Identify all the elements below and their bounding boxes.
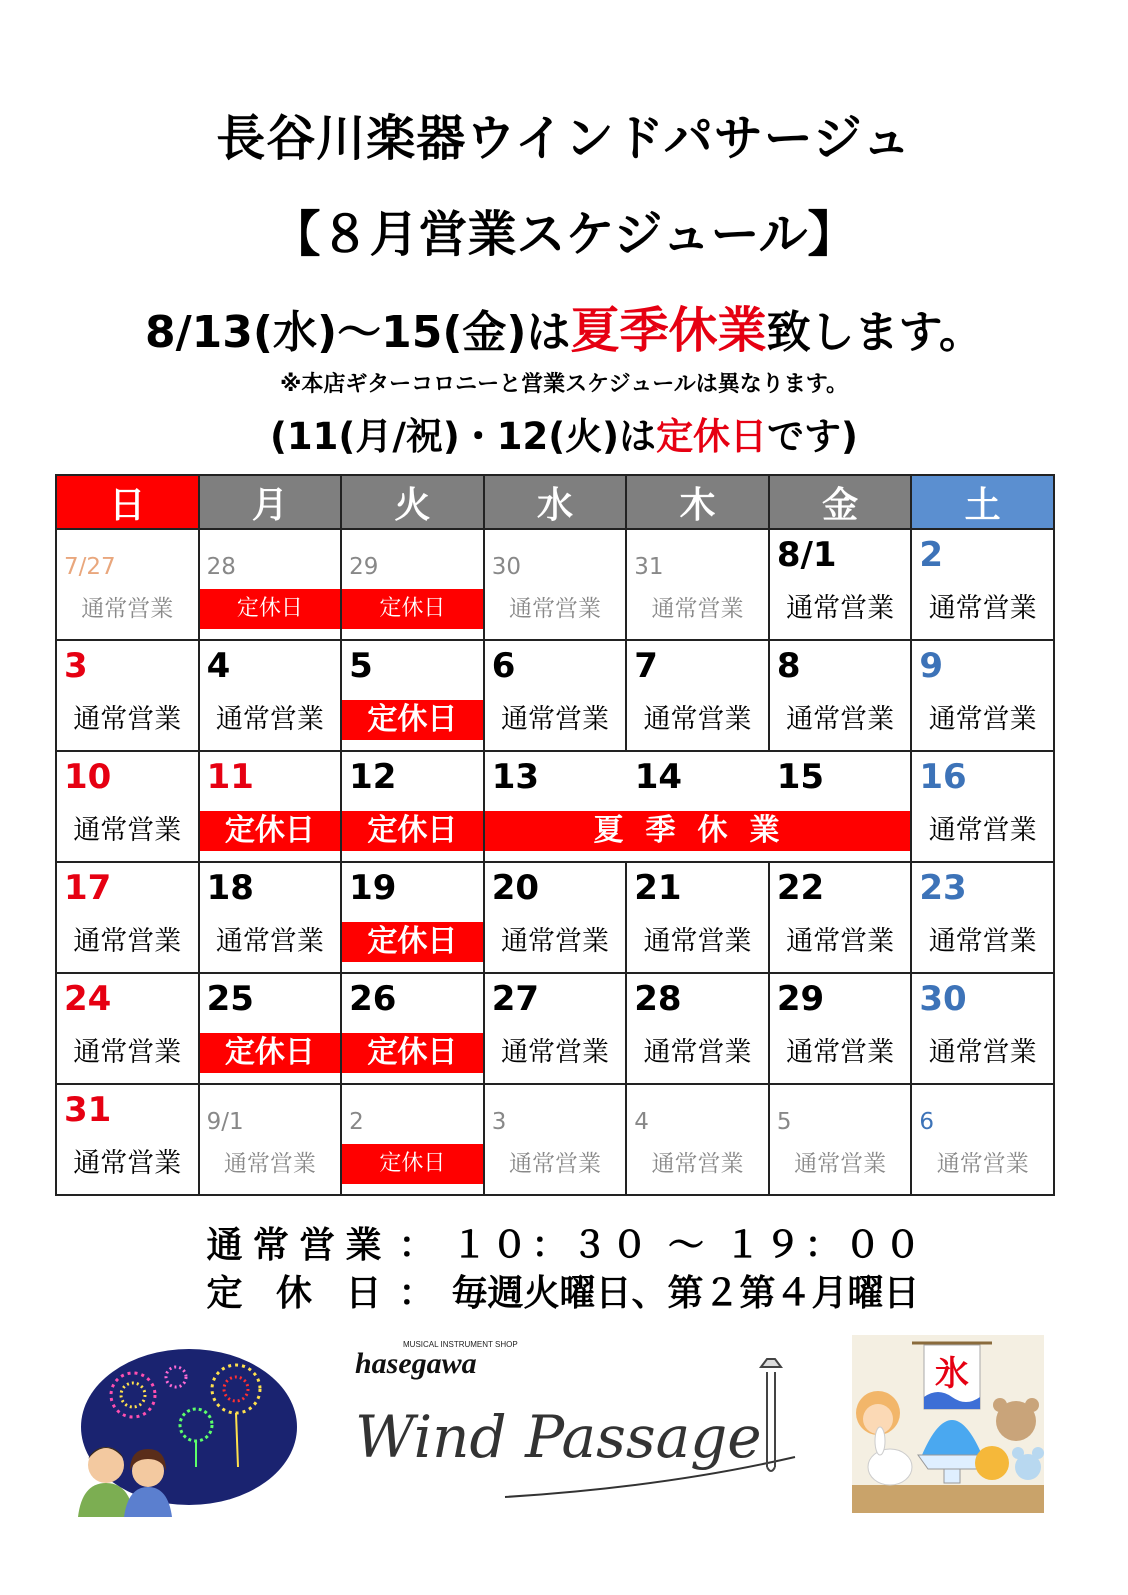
day-cell: [341, 751, 484, 862]
cat-character-icon: [975, 1446, 1009, 1480]
schedule-title: 【８月営業スケジュール】: [271, 206, 857, 263]
calendar: [55, 474, 1055, 1196]
logo-brand-text: hasegawa: [355, 1347, 477, 1380]
day-cell: [199, 529, 342, 640]
day-status: 通常営業: [928, 815, 1037, 846]
day-number: 26: [349, 979, 397, 1019]
day-number: 31: [634, 554, 664, 580]
day-number: 28: [206, 554, 236, 580]
day-status: 通常営業: [223, 1151, 316, 1177]
day-cell: [911, 529, 1054, 640]
day-cell: [626, 973, 769, 1084]
closed-days-row: [0, 1270, 1128, 1318]
day-status-closed: 定休日: [200, 1033, 341, 1073]
summer-notice-suffix: 致します。: [766, 307, 984, 358]
business-hours: [0, 1222, 1128, 1318]
day-number: 25: [206, 979, 254, 1019]
day-number: 14: [634, 757, 683, 797]
day-cell: [199, 751, 342, 862]
day-status: 通常営業: [73, 815, 182, 846]
day-cell: [199, 862, 342, 973]
day-number: 13: [491, 757, 540, 797]
day-cell: [484, 529, 627, 640]
weekday-thu: 木: [626, 475, 769, 529]
fireworks-illustration: [78, 1347, 300, 1517]
day-status: 通常営業: [928, 704, 1037, 735]
day-number: 17: [64, 868, 112, 908]
day-cell: [341, 862, 484, 973]
day-cell: [56, 862, 199, 973]
day-number: 4: [206, 646, 231, 686]
day-number: 24: [64, 979, 112, 1019]
summer-notice-prefix: 8/13(水)～15(金)は: [144, 307, 571, 358]
open-hours-row: [0, 1222, 1128, 1270]
weekday-sat: 土: [911, 475, 1054, 529]
day-number: 5: [349, 646, 373, 686]
day-status-closed: 定休日: [342, 1144, 483, 1184]
day-number: 29: [776, 979, 825, 1019]
day-status: 通常営業: [500, 1037, 609, 1068]
day-number: 27: [491, 979, 540, 1019]
day-status: 通常営業: [786, 704, 895, 735]
day-number: 4: [634, 1109, 649, 1135]
day-number: 30: [491, 554, 521, 580]
day-number: 9/1: [206, 1109, 244, 1135]
day-cell: [484, 973, 627, 1084]
day-cell: [626, 529, 769, 640]
schedule-note: ※本店ギターコロニーと営業スケジュールは異なります。: [279, 372, 849, 397]
day-status: 通常営業: [643, 1037, 752, 1068]
day-number: 30: [919, 979, 967, 1019]
day-cell: [199, 973, 342, 1084]
day-cell: [769, 862, 912, 973]
logo-script-text: Wind Passage: [355, 1403, 762, 1471]
day-number: 5: [776, 1109, 792, 1135]
summer-notice-highlight: 夏季休業: [570, 302, 767, 359]
day-cell: [484, 640, 627, 751]
week-row: [56, 640, 1054, 751]
day-cell: [484, 1084, 627, 1195]
day-number: 8/1: [776, 535, 837, 575]
day-status: 通常営業: [73, 926, 182, 957]
weekday-tue: 火: [341, 475, 484, 529]
day-cell: [911, 973, 1054, 1084]
closed-days-value: 毎週火曜日、第２第４月曜日: [451, 1273, 920, 1314]
week-row: [56, 862, 1054, 973]
day-status: 通常営業: [508, 596, 601, 622]
day-cell: [484, 862, 627, 973]
day-status: 通常営業: [786, 593, 895, 624]
day-cell: [341, 973, 484, 1084]
week-row: [56, 973, 1054, 1084]
day-number: 6: [491, 646, 516, 686]
weekday-sun: 日: [56, 475, 199, 529]
day-status: 通常営業: [794, 1151, 887, 1177]
day-status: 通常営業: [928, 1037, 1037, 1068]
day-number: 7/27: [64, 554, 116, 580]
day-number: 15: [776, 757, 825, 797]
day-status-closed: 定休日: [342, 811, 483, 851]
day-status: 通常営業: [215, 704, 324, 735]
day-status: 通常営業: [500, 704, 609, 735]
day-number: 29: [349, 554, 379, 580]
holiday-note: [0, 406, 1128, 460]
logo-small-text: MUSICAL INSTRUMENT SHOP: [403, 1340, 518, 1349]
closed-days-label: 定休日: [206, 1273, 382, 1314]
day-status-closed: 定休日: [342, 700, 483, 740]
day-status-closed: 定休日: [342, 922, 483, 962]
day-status: 通常営業: [651, 596, 744, 622]
day-status: 通常営業: [928, 593, 1037, 624]
day-status-closed: 定休日: [342, 589, 483, 629]
day-cell: [626, 640, 769, 751]
day-number: 18: [206, 868, 254, 908]
day-cell: [911, 862, 1054, 973]
day-cell: [56, 751, 199, 862]
shaved-ice-illustration: [852, 1335, 1044, 1513]
shop-title: 長谷川楽器ウインドパサージュ: [216, 110, 912, 167]
day-status: 通常営業: [508, 1151, 601, 1177]
day-cell: [56, 640, 199, 751]
day-number: 9: [919, 646, 944, 686]
day-status: 通常営業: [73, 704, 182, 735]
day-number: 20: [491, 868, 540, 908]
day-number: 12: [349, 757, 397, 797]
day-number: 22: [776, 868, 825, 908]
day-cell: [341, 640, 484, 751]
day-status: 通常営業: [786, 1037, 895, 1068]
day-status: 通常営業: [936, 1151, 1029, 1177]
day-cell: [769, 1084, 912, 1195]
day-status-closed: 定休日: [200, 589, 341, 629]
day-number: 10: [64, 757, 112, 797]
day-cell: [769, 640, 912, 751]
day-number: 6: [919, 1109, 935, 1135]
day-status: 通常営業: [651, 1151, 744, 1177]
day-status-closed: 定休日: [342, 1033, 483, 1073]
day-cell: [911, 1084, 1054, 1195]
day-number: 28: [634, 979, 682, 1019]
day-status: 通常営業: [81, 596, 174, 622]
weekday-wed: 水: [484, 475, 627, 529]
day-status: 通常営業: [73, 1037, 182, 1068]
day-number: 3: [491, 1109, 507, 1135]
weekday-header-row: [56, 475, 1054, 529]
day-cell: [769, 973, 912, 1084]
colon: ：: [398, 1225, 435, 1266]
day-number: 2: [919, 535, 944, 575]
day-number: 19: [349, 868, 397, 908]
day-status-summer: 夏季休業: [485, 811, 911, 851]
day-status: 通常営業: [643, 704, 752, 735]
day-number: 3: [64, 646, 88, 686]
day-cell: [626, 1084, 769, 1195]
day-status: 通常営業: [73, 1148, 182, 1179]
day-cell: [341, 1084, 484, 1195]
holiday-note-suffix: です): [767, 415, 858, 458]
ice-flag-icon: [912, 1343, 992, 1409]
wind-passage-logo: [355, 1337, 815, 1517]
trombone-icon: [761, 1359, 781, 1471]
weekday-fri: 金: [769, 475, 912, 529]
day-cell: [56, 1084, 199, 1195]
day-status-closed: 定休日: [200, 811, 341, 851]
weekday-mon: 月: [199, 475, 342, 529]
day-cell: [199, 640, 342, 751]
holiday-note-highlight: 定休日: [656, 415, 768, 458]
day-number: 2: [349, 1109, 364, 1135]
day-number: 8: [776, 646, 801, 686]
open-hours-value: １０：３０ ～ １９：００: [451, 1225, 925, 1266]
day-cell: [911, 640, 1054, 751]
week-row: [56, 1084, 1054, 1195]
day-number: 16: [919, 757, 967, 797]
day-cell: [56, 973, 199, 1084]
day-cell: [199, 1084, 342, 1195]
summer-notice: [0, 292, 1128, 362]
day-cell: [769, 529, 912, 640]
day-cell: [911, 751, 1054, 862]
colon: ：: [398, 1273, 435, 1314]
day-status: 通常営業: [643, 926, 752, 957]
week-row: [56, 751, 1054, 862]
holiday-note-prefix: (11(月/祝)・12(火)は: [270, 415, 657, 458]
day-cell: [626, 862, 769, 973]
ice-flag-text: 氷: [935, 1354, 969, 1394]
day-cell: [341, 529, 484, 640]
day-status: 通常営業: [215, 926, 324, 957]
day-status: 通常営業: [500, 926, 609, 957]
week-row: [56, 529, 1054, 640]
day-status: 通常営業: [928, 926, 1037, 957]
day-number: 23: [919, 868, 967, 908]
day-number: 31: [64, 1090, 112, 1130]
day-cell: [56, 529, 199, 640]
open-hours-label: 通常営業: [206, 1225, 382, 1266]
day-number: 21: [634, 868, 682, 908]
summer-holiday-cell: [484, 751, 912, 862]
day-status: 通常営業: [786, 926, 895, 957]
day-number: 11: [206, 757, 254, 797]
day-number: 7: [634, 646, 658, 686]
